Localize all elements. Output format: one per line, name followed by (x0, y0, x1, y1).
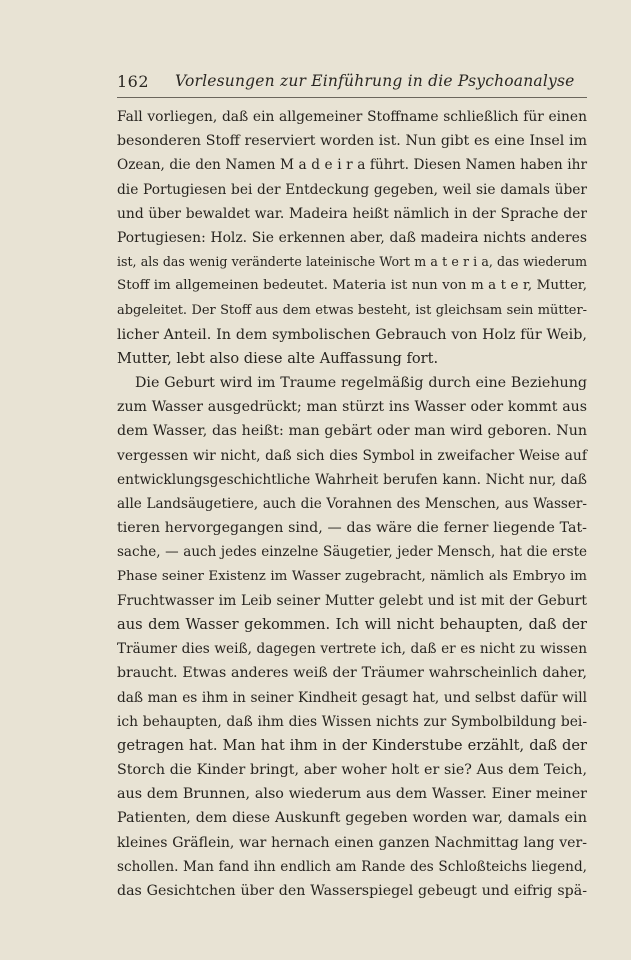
text-line: licher Anteil. In dem symbolischen Gebrauch von Holz für Weib, (117, 326, 587, 343)
text-line: zum Wasser ausgedrückt; man stürzt ins Wasser oder kommt aus (117, 399, 587, 416)
text-line: Patienten, dem diese Auskunft gegeben worden war, damals ein (117, 810, 587, 827)
text-line: Ozean, die den Namen M a d e i r a führt. Diesen Namen haben ihr (117, 157, 587, 174)
text-line: vergessen wir nicht, daß sich dies Symbol in zweifacher Weise auf (117, 447, 587, 464)
body-text (117, 105, 587, 903)
text-line: braucht. Etwas anderes weiß der Träumer wahrscheinlich daher, (117, 665, 587, 682)
text-line: Portugiesen: Holz. Sie erkennen aber, daß madeira nichts anderes (117, 229, 587, 246)
text-line: das Gesichtchen über den Wasserspiegel gebeugt und eifrig spä- (117, 883, 587, 899)
text-line: ist, als das wenig veränderte lateinische Wort m a t e r i a, das wiederum (117, 254, 587, 270)
text-line: schollen. Man fand ihn endlich am Rande des Schloßteichs liegend, (117, 858, 587, 875)
text-line: sache, — auch jedes einzelne Säugetier, jeder Mensch, hat die erste (117, 544, 587, 561)
page-header (117, 72, 587, 96)
text-line: besonderen Stoff reserviert worden ist. Nun gibt es eine Insel im (117, 133, 587, 150)
text-line: Fall vorliegen, daß ein allgemeiner Stoffname schließlich für einen (117, 109, 587, 125)
text-line: Phase seiner Existenz im Wasser zugebracht, nämlich als Embryo im (117, 568, 587, 584)
text-line: Die Geburt wird im Traume regelmäßig durch eine Beziehung (135, 375, 587, 392)
text-line: ich behaupten, daß ihm dies Wissen nichts zur Symbolbildung bei- (117, 713, 587, 730)
running-title: Vorlesungen zur Einführung in die Psychoanalyse (175, 72, 575, 90)
text-line: Stoff im allgemeinen bedeutet. Materia ist nun von m a t e r, Mutter, (117, 278, 587, 294)
page-number: 162 (117, 72, 150, 91)
text-line: aus dem Brunnen, also wiederum aus dem Wasser. Einer meiner (117, 786, 587, 803)
text-line: und über bewaldet war. Madeira heißt nämlich in der Sprache der (117, 205, 587, 222)
text-line: dem Wasser, das heißt: man gebärt oder man wird geboren. Nun (117, 423, 587, 440)
text-line: alle Landsäugetiere, auch die Vorahnen des Menschen, aus Wasser- (117, 496, 587, 512)
text-line: entwicklungsgeschichtliche Wahrheit berufen kann. Nicht nur, daß (117, 471, 587, 488)
text-line: aus dem Wasser gekommen. Ich will nicht behaupten, daß der (117, 615, 587, 633)
text-line: die Portugiesen bei der Entdeckung gegeben, weil sie damals über (117, 181, 587, 198)
text-line: getragen hat. Man hat ihm in der Kinderstube erzählt, daß der (117, 736, 587, 754)
text-line: tieren hervorgegangen sind, — das wäre die ferner liegende Tat- (117, 520, 587, 537)
text-line: Storch die Kinder bringt, aber woher holt er sie? Aus dem Teich, (117, 762, 587, 779)
text-line: kleines Gräflein, war hernach einen ganzen Nachmittag lang ver- (117, 834, 587, 851)
text-line: daß man es ihm in seiner Kindheit gesagt hat, und selbst dafür will (117, 689, 587, 706)
text-line: Mutter, lebt also diese alte Auffassung fort. (117, 349, 439, 367)
header-rule (117, 97, 587, 98)
text-line: Träumer dies weiß, dagegen vertrete ich, daß er es nicht zu wissen (117, 641, 587, 658)
text-line: Fruchtwasser im Leib seiner Mutter gelebt und ist mit der Geburt (117, 592, 587, 609)
text-line: abgeleitet. Der Stoff aus dem etwas besteht, ist gleichsam sein mütter- (117, 302, 587, 318)
